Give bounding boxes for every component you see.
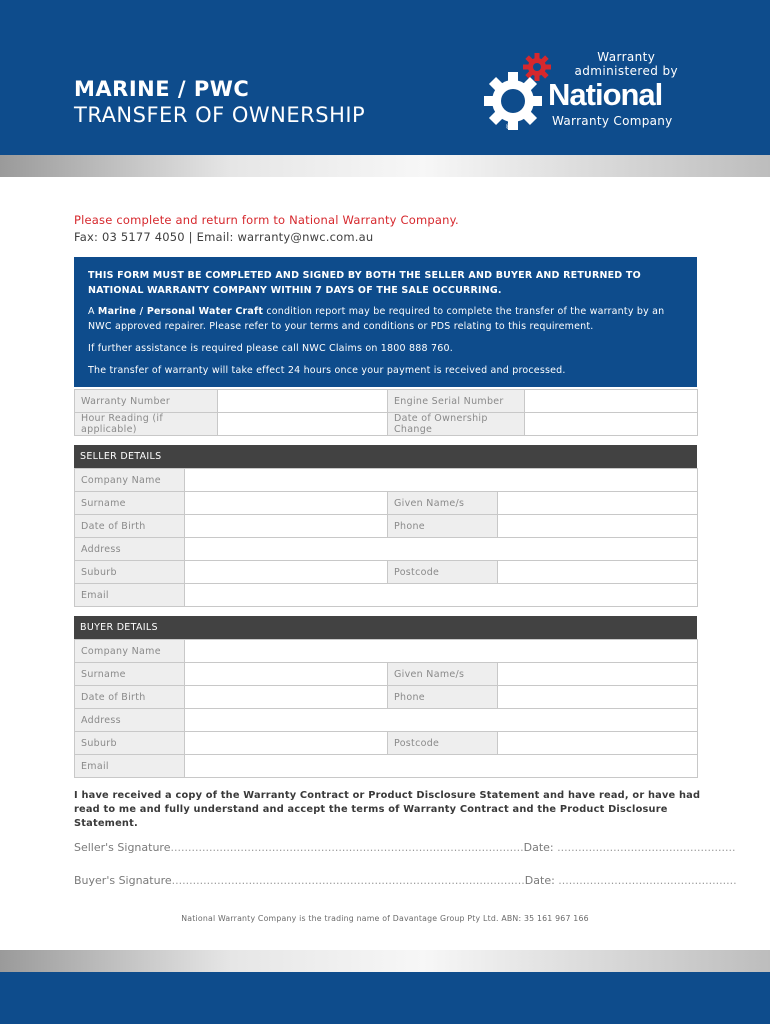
notice-paragraph-1 bbox=[88, 304, 683, 334]
buyer-date-dots: ................................................... bbox=[554, 874, 737, 887]
logo-tagline-2: administered by bbox=[574, 64, 678, 78]
seller-address-label: Address bbox=[75, 538, 185, 561]
buyer-phone-field[interactable] bbox=[498, 686, 698, 709]
seller-surname-field[interactable] bbox=[185, 492, 388, 515]
title-line-1: MARINE / PWC bbox=[74, 77, 250, 101]
warranty-info-table bbox=[74, 389, 698, 436]
ownership-change-field[interactable] bbox=[525, 413, 698, 436]
silver-band-bottom bbox=[0, 950, 770, 972]
notice-p1-pre: A bbox=[88, 306, 98, 317]
notice-p1-post: condition report may be required to complete the transfer of the warranty by an NWC approved repairer. Please refer to your terms and conditions or PDS relating to this requirement. bbox=[88, 306, 665, 332]
buyer-given-field[interactable] bbox=[498, 663, 698, 686]
buyer-details-heading: BUYER DETAILS bbox=[74, 616, 697, 639]
ownership-change-label: Date of Ownership Change bbox=[388, 413, 525, 436]
seller-company-label: Company Name bbox=[75, 469, 185, 492]
logo-brand-name: National bbox=[548, 77, 663, 112]
buyer-surname-field[interactable] bbox=[185, 663, 388, 686]
notice-box bbox=[74, 257, 697, 387]
buyer-given-label: Given Name/s bbox=[388, 663, 498, 686]
buyer-dob-field[interactable] bbox=[185, 686, 388, 709]
seller-details-table bbox=[74, 468, 698, 607]
seller-company-field[interactable] bbox=[185, 469, 698, 492]
buyer-signature-label: Buyer's Signature bbox=[74, 874, 172, 887]
engine-serial-label: Engine Serial Number bbox=[388, 390, 525, 413]
seller-signature-line[interactable] bbox=[74, 841, 736, 854]
buyer-suburb-label: Suburb bbox=[75, 732, 185, 755]
footer-legal-text: National Warranty Company is the trading name of Davantage Group Pty Ltd. ABN: 35 161 967 166 bbox=[181, 914, 589, 923]
intro-instruction: Please complete and return form to National Warranty Company. bbox=[74, 213, 459, 227]
seller-signature-dots: ..................................................................................................... bbox=[170, 841, 524, 854]
notice-paragraph-2: If further assistance is required please call NWC Claims on 1800 888 760. bbox=[88, 343, 453, 354]
notice-heading: THIS FORM MUST BE COMPLETED AND SIGNED BY BOTH THE SELLER AND BUYER AND RETURNED TO NATIONAL WARRANTY COMPANY WITHIN 7 DAYS OF THE SALE OCCURRING. bbox=[88, 270, 641, 296]
seller-details-heading: SELLER DETAILS bbox=[74, 445, 697, 468]
buyer-company-label: Company Name bbox=[75, 640, 185, 663]
logo-tagline-1: Warranty bbox=[597, 50, 656, 64]
buyer-details-table bbox=[74, 639, 698, 778]
seller-date-label: Date: bbox=[523, 841, 554, 854]
buyer-signature-line[interactable] bbox=[74, 874, 737, 887]
engine-serial-field[interactable] bbox=[525, 390, 698, 413]
buyer-phone-label: Phone bbox=[388, 686, 498, 709]
buyer-date-label: Date: bbox=[524, 874, 555, 887]
logo-tagline bbox=[575, 50, 678, 78]
seller-dob-field[interactable] bbox=[185, 515, 388, 538]
buyer-postcode-label: Postcode bbox=[388, 732, 498, 755]
silver-band-top bbox=[0, 155, 770, 177]
buyer-postcode-field[interactable] bbox=[498, 732, 698, 755]
buyer-address-label: Address bbox=[75, 709, 185, 732]
buyer-email-field[interactable] bbox=[185, 755, 698, 778]
buyer-dob-label: Date of Birth bbox=[75, 686, 185, 709]
seller-given-label: Given Name/s bbox=[388, 492, 498, 515]
seller-suburb-label: Suburb bbox=[75, 561, 185, 584]
logo-subtitle: Warranty Company bbox=[552, 114, 673, 128]
seller-phone-field[interactable] bbox=[498, 515, 698, 538]
hour-reading-label: Hour Reading (if applicable) bbox=[75, 413, 218, 436]
seller-dob-label: Date of Birth bbox=[75, 515, 185, 538]
buyer-email-label: Email bbox=[75, 755, 185, 778]
seller-address-field[interactable] bbox=[185, 538, 698, 561]
intro-text bbox=[74, 212, 459, 246]
buyer-signature-dots: ..................................................................................................... bbox=[171, 874, 525, 887]
declaration-text: I have received a copy of the Warranty Contract or Product Disclosure Statement and have read, or have had read to me and fully understand and accept the terms of Warranty Contract and the Product Disclosure Statement. bbox=[74, 790, 701, 829]
registered-mark: ® bbox=[505, 123, 512, 131]
seller-signature-label: Seller's Signature bbox=[74, 841, 171, 854]
hour-reading-field[interactable] bbox=[218, 413, 388, 436]
header-banner bbox=[0, 0, 770, 155]
buyer-suburb-field[interactable] bbox=[185, 732, 388, 755]
notice-paragraph-3: The transfer of warranty will take effect 24 hours once your payment is received and processed. bbox=[88, 365, 566, 376]
seller-date-dots: ................................................... bbox=[553, 841, 736, 854]
warranty-number-label: Warranty Number bbox=[75, 390, 218, 413]
seller-surname-label: Surname bbox=[75, 492, 185, 515]
seller-phone-label: Phone bbox=[388, 515, 498, 538]
seller-postcode-label: Postcode bbox=[388, 561, 498, 584]
intro-contact: Fax: 03 5177 4050 | Email: warranty@nwc.com.au bbox=[74, 230, 374, 244]
notice-p1-bold: Marine / Personal Water Craft bbox=[97, 306, 264, 317]
title-line-2: TRANSFER OF OWNERSHIP bbox=[74, 103, 366, 127]
seller-email-field[interactable] bbox=[185, 584, 698, 607]
national-warranty-logo bbox=[478, 46, 708, 136]
buyer-company-field[interactable] bbox=[185, 640, 698, 663]
footer-bar bbox=[0, 972, 770, 1024]
seller-given-field[interactable] bbox=[498, 492, 698, 515]
page-title bbox=[74, 76, 365, 128]
seller-suburb-field[interactable] bbox=[185, 561, 388, 584]
large-white-gear-icon bbox=[482, 70, 544, 132]
seller-postcode-field[interactable] bbox=[498, 561, 698, 584]
warranty-number-field[interactable] bbox=[218, 390, 388, 413]
seller-email-label: Email bbox=[75, 584, 185, 607]
buyer-address-field[interactable] bbox=[185, 709, 698, 732]
buyer-surname-label: Surname bbox=[75, 663, 185, 686]
